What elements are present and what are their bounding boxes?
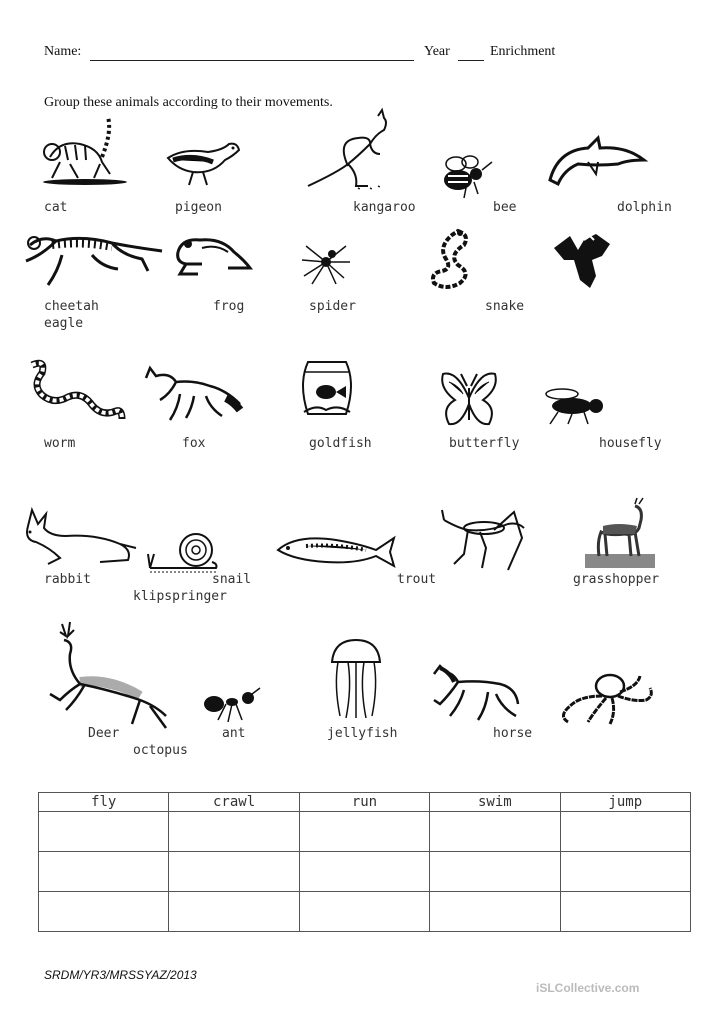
- dolphin-image: [548, 130, 648, 190]
- octopus-image: [550, 672, 656, 726]
- answer-cell[interactable]: [39, 892, 169, 932]
- trout-image: [276, 530, 396, 570]
- answer-cell[interactable]: [299, 812, 429, 852]
- table-row: [39, 852, 691, 892]
- table-row: [39, 892, 691, 932]
- eagle-label: eagle: [44, 316, 84, 331]
- horse-label: horse: [493, 726, 533, 741]
- worm-image: [18, 355, 126, 427]
- snail-label: snail: [212, 572, 252, 587]
- watermark: iSLCollective.com: [536, 981, 640, 995]
- grasshopper-image: [438, 508, 528, 578]
- answer-cell[interactable]: [169, 812, 299, 852]
- butterfly-image: [437, 368, 501, 432]
- year-field[interactable]: [458, 60, 484, 61]
- ant-image: [198, 688, 264, 724]
- answer-cell[interactable]: [169, 892, 299, 932]
- footer-code: SRDM/YR3/MRSSYAZ/2013: [44, 968, 197, 982]
- year-label: Year: [424, 44, 450, 59]
- bee-label: bee: [493, 200, 517, 215]
- grasshopper-label: grasshopper: [573, 572, 660, 587]
- snail-image: [146, 530, 222, 574]
- spider-image: [298, 236, 353, 286]
- rabbit-label: rabbit: [44, 572, 91, 587]
- name-label: Name:: [44, 44, 82, 59]
- answer-cell[interactable]: [430, 812, 560, 852]
- jellyfish-label: jellyfish: [327, 726, 398, 741]
- answer-cell[interactable]: [39, 852, 169, 892]
- cheetah-image: [22, 225, 164, 290]
- answer-cell[interactable]: [39, 812, 169, 852]
- eagle-image: [550, 230, 615, 292]
- housefly-label: housefly: [599, 436, 662, 451]
- snake-label: snake: [485, 299, 525, 314]
- instruction-text: Group these animals according to their movements.: [44, 95, 333, 110]
- fox-label: fox: [182, 436, 206, 451]
- deer-image: [40, 620, 170, 730]
- table-row: [39, 812, 691, 852]
- answer-cell[interactable]: [560, 892, 690, 932]
- answer-cell[interactable]: [169, 852, 299, 892]
- horse-image: [430, 664, 520, 724]
- dolphin-label: dolphin: [617, 200, 672, 215]
- table-header-row: [39, 793, 691, 812]
- name-field[interactable]: [90, 60, 414, 61]
- frog-label: frog: [213, 299, 245, 314]
- enrichment-label: Enrichment: [490, 44, 556, 59]
- fox-image: [140, 364, 244, 424]
- spider-label: spider: [309, 299, 356, 314]
- jellyfish-image: [328, 636, 384, 720]
- bee-image: [436, 150, 496, 200]
- frog-image: [172, 232, 252, 277]
- cat-image: [40, 112, 130, 187]
- klipspringer-image: [585, 498, 655, 570]
- kangaroo-image: [298, 110, 398, 192]
- housefly-image: [538, 386, 610, 426]
- answer-cell[interactable]: [560, 812, 690, 852]
- cat-label: cat: [44, 200, 68, 215]
- kangaroo-label: kangaroo: [353, 200, 416, 215]
- klipspringer-label: klipspringer: [133, 589, 227, 604]
- pigeon-image: [163, 130, 243, 190]
- column-header-jump: jump: [560, 793, 690, 812]
- cheetah-label: cheetah: [44, 299, 99, 314]
- answer-cell[interactable]: [299, 892, 429, 932]
- column-header-fly: fly: [39, 793, 169, 812]
- octopus-label: octopus: [133, 743, 188, 758]
- answer-cell[interactable]: [299, 852, 429, 892]
- snake-image: [428, 225, 478, 293]
- worm-label: worm: [44, 436, 76, 451]
- rabbit-image: [20, 510, 140, 570]
- goldfish-label: goldfish: [309, 436, 372, 451]
- column-header-run: run: [299, 793, 429, 812]
- answer-cell[interactable]: [560, 852, 690, 892]
- sorting-table: [38, 792, 691, 932]
- answer-cell[interactable]: [430, 892, 560, 932]
- answer-cell[interactable]: [430, 852, 560, 892]
- column-header-swim: swim: [430, 793, 560, 812]
- trout-label: trout: [397, 572, 437, 587]
- pigeon-label: pigeon: [175, 200, 222, 215]
- column-header-crawl: crawl: [169, 793, 299, 812]
- goldfish-image: [298, 356, 356, 420]
- deer-label: Deer: [88, 726, 120, 741]
- butterfly-label: butterfly: [449, 436, 520, 451]
- ant-label: ant: [222, 726, 246, 741]
